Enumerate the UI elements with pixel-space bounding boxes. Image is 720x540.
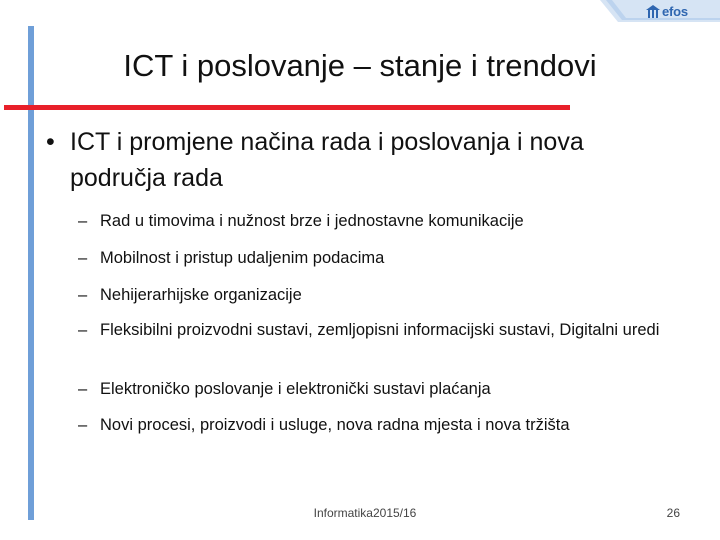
sub-bullet-text: Mobilnost i pristup udaljenim podacima xyxy=(100,249,385,267)
slide-title: ICT i poslovanje – stanje i trendovi xyxy=(123,48,597,83)
dash-marker: – xyxy=(78,321,88,339)
page-number: 26 xyxy=(666,506,680,520)
efos-logo xyxy=(600,0,720,22)
sub-bullet-text: Elektroničko poslovanje i elektronički sustavi plaćanja xyxy=(100,380,491,398)
sub-bullet-text: Novi procesi, proizvodi i usluge, nova radna mjesta i nova tržišta xyxy=(100,416,570,434)
dash-marker: – xyxy=(78,416,88,434)
logo-brand: efos xyxy=(662,4,688,19)
sub-bullet-text: Nehijerarhijske organizacije xyxy=(100,286,302,304)
title-underline xyxy=(4,105,570,110)
main-bullet-text: ICT i promjene načina rada i poslovanja i nova područja rada xyxy=(70,128,584,192)
dash-marker: – xyxy=(78,380,88,398)
footer-course: Informatika2015/16 xyxy=(313,506,417,520)
dash-marker: – xyxy=(78,212,88,230)
bullet-dot: • xyxy=(46,128,55,156)
sub-bullet-text: Rad u timovima i nužnost brze i jednostavne komunikacije xyxy=(100,212,524,230)
sub-bullet-text: Fleksibilni proizvodni sustavi, zemljopisni informacijski sustavi, Digitalni uredi xyxy=(100,321,660,339)
logo-ribbon-icon xyxy=(600,0,720,22)
dash-marker: – xyxy=(78,286,88,304)
dash-marker: – xyxy=(78,249,88,267)
left-accent-bar xyxy=(28,26,34,520)
